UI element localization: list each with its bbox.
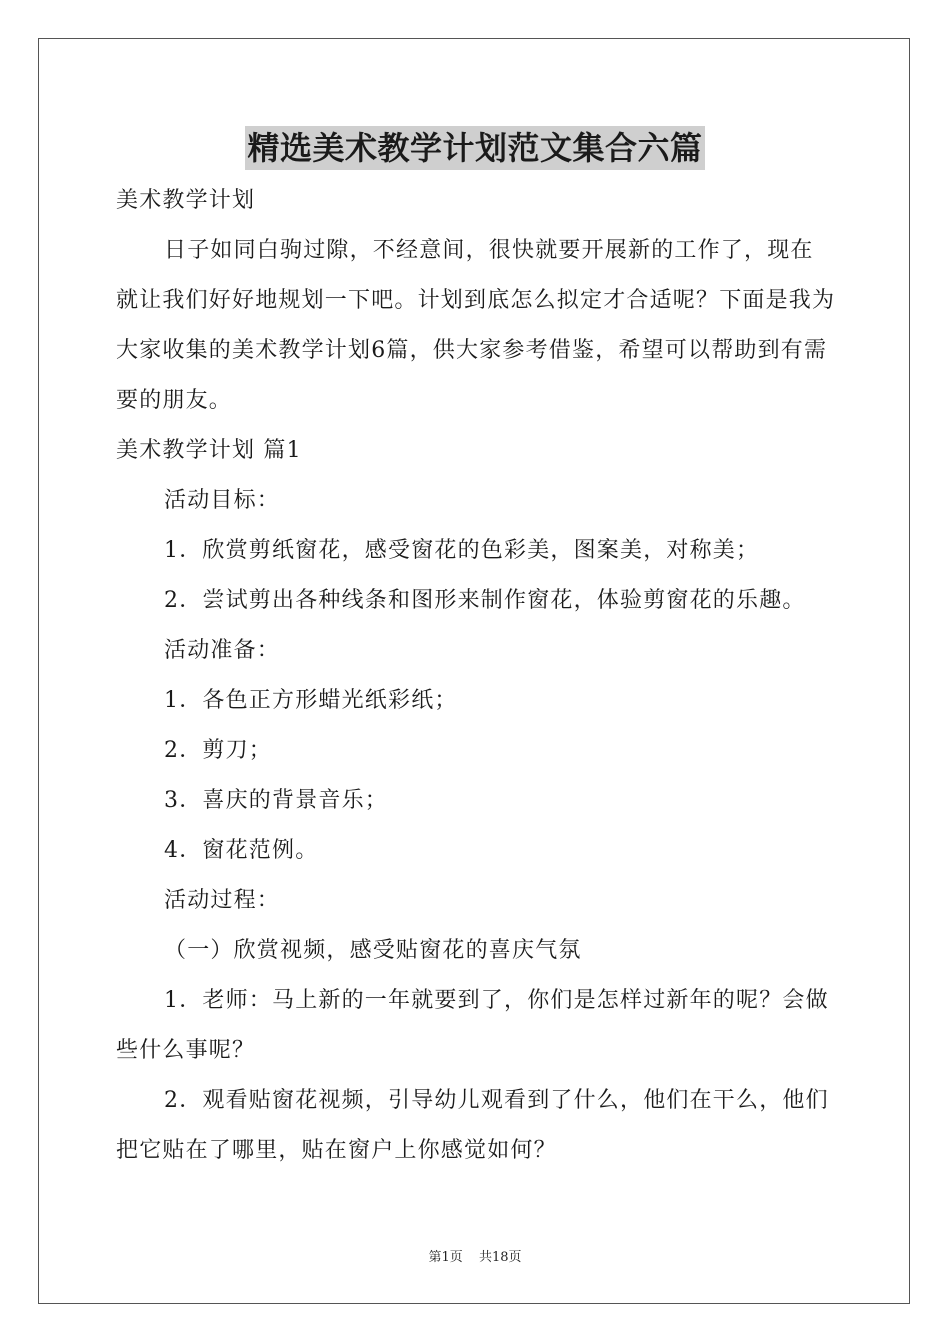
section-heading: 美术教学计划 篇1 <box>116 438 302 463</box>
page-number: 第1页 <box>428 1250 463 1265</box>
paragraph: 3．喜庆的背景音乐； <box>164 788 388 813</box>
paragraph: 4．窗花范例。 <box>164 838 319 863</box>
paragraph: 2．观看贴窗花视频，引导幼儿观看到了什么，他们在干么，他们把它贴在了哪里，贴在窗户上你感觉如何？ <box>116 1088 829 1163</box>
paragraph: 2．尝试剪出各种线条和图形来制作窗花，体验剪窗花的乐趣。 <box>164 588 806 613</box>
paragraph: 活动过程： <box>164 888 281 913</box>
paragraph: 活动目标： <box>164 488 281 513</box>
paragraph: 活动准备： <box>164 638 281 663</box>
paragraph: 2．剪刀； <box>164 738 272 763</box>
title-text: 精选美术教学计划范文集合六篇 <box>245 126 704 170</box>
paragraph: 1．各色正方形蜡光纸彩纸； <box>164 688 458 713</box>
document-title <box>0 126 950 170</box>
paragraph: （一）欣赏视频，感受贴窗花的喜庆气氛 <box>164 938 582 963</box>
intro-paragraph: 日子如同白驹过隙，不经意间，很快就要开展新的工作了，现在就让我们好好地规划一下吧。计划到底怎么拟定才合适呢？下面是我为大家收集的美术教学计划6篇，供大家参考借鉴，希望可以帮助到有需要的朋友。 <box>116 238 836 413</box>
paragraph: 1．老师：马上新的一年就要到了，你们是怎样过新年的呢？会做些什么事呢？ <box>116 988 829 1063</box>
page-total: 共18页 <box>478 1250 522 1265</box>
document-body <box>116 176 836 1176</box>
page-footer <box>0 1246 950 1265</box>
paragraph: 1．欣赏剪纸窗花，感受窗花的色彩美，图案美，对称美； <box>164 538 760 563</box>
heading-paragraph: 美术教学计划 <box>116 188 256 213</box>
